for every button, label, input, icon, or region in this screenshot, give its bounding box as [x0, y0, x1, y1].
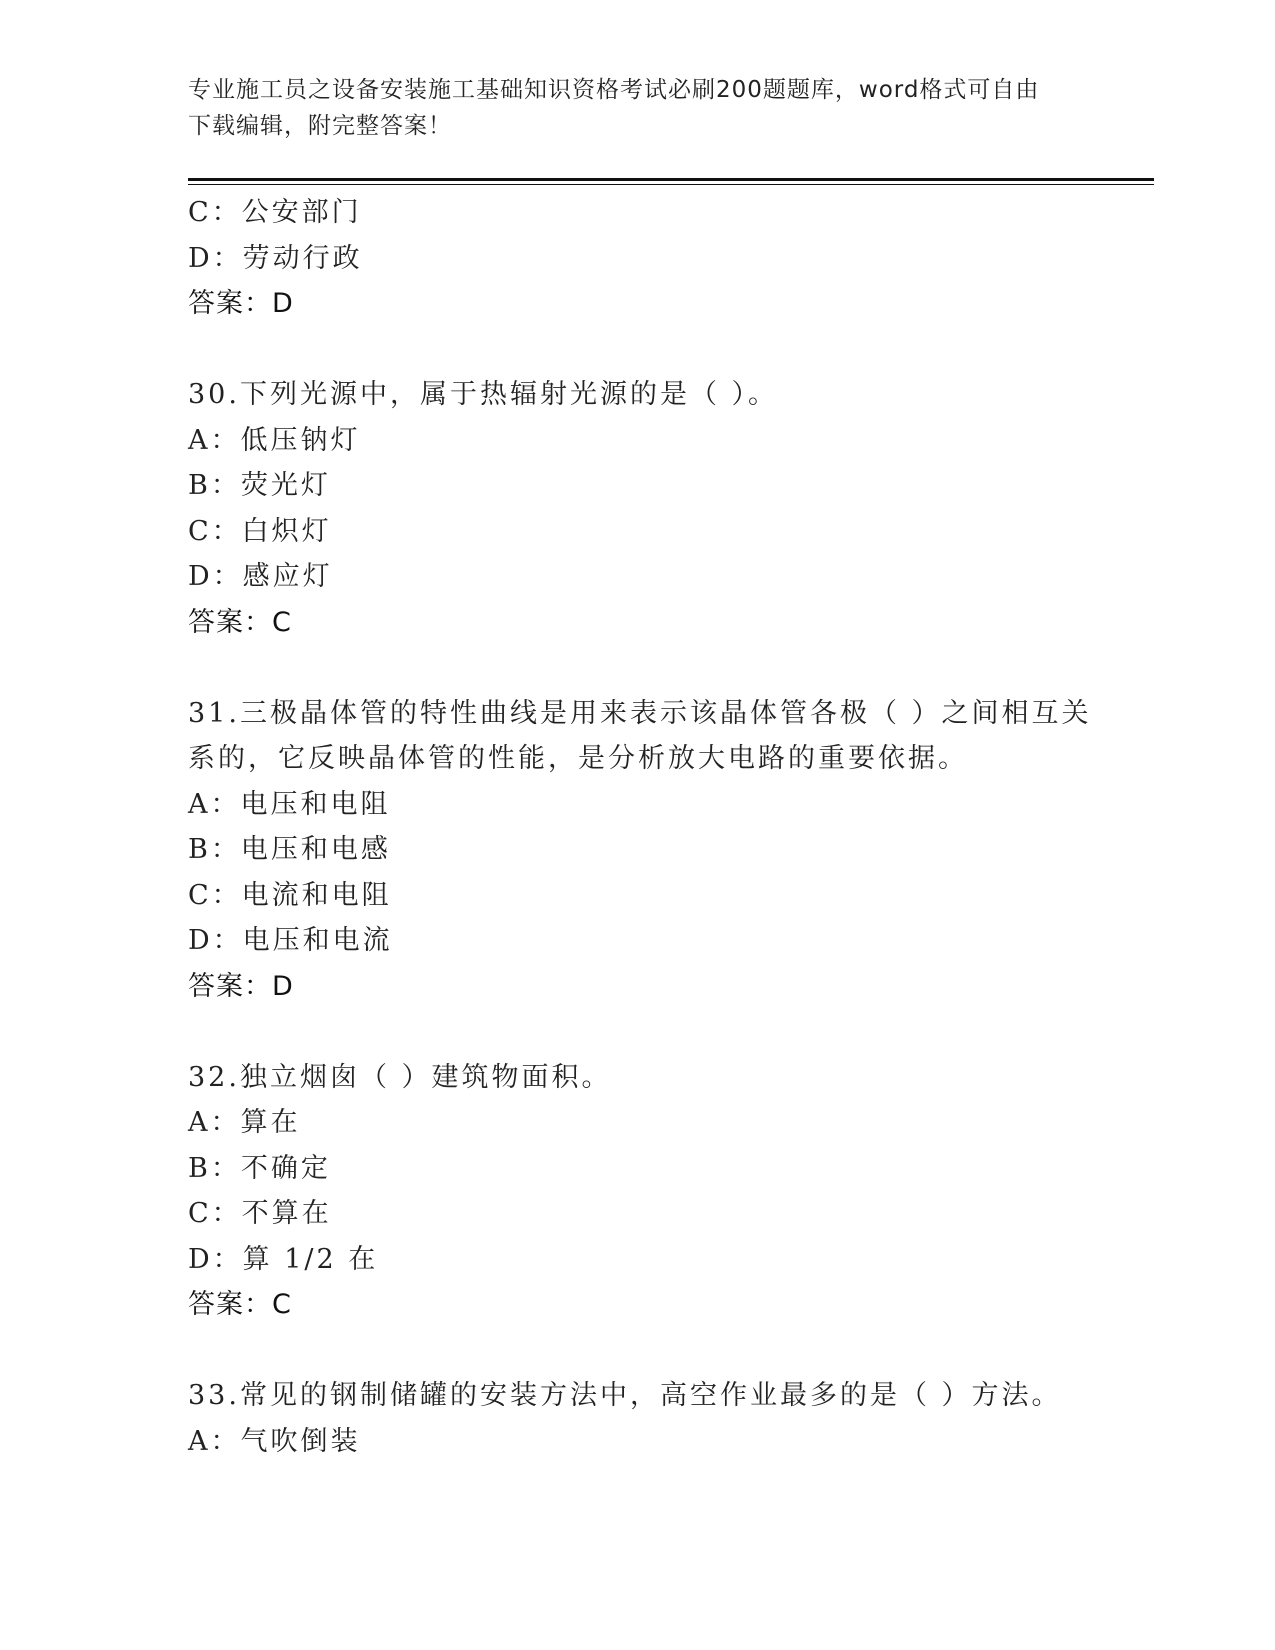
header-divider-thin: [188, 184, 1154, 185]
question-text-line-1: 31.三极晶体管的特性曲线是用来表示该晶体管各极（ ）之间相互关: [188, 697, 1092, 729]
option-d: D：算 1/2 在: [188, 1243, 379, 1275]
option-d: D：电压和电流: [188, 925, 393, 956]
spacer: [188, 1328, 1088, 1374]
answer-line: 答案：D: [188, 288, 294, 319]
question-block-31: [188, 691, 1092, 1010]
answer-line: 答案：C: [188, 606, 292, 638]
option-c: C：不算在: [188, 1198, 332, 1229]
option-a: A：气吹倒装: [188, 1425, 361, 1457]
option-c: C：公安部门: [188, 197, 362, 228]
question-text: 30.下列光源中，属于热辐射光源的是（ ）。: [188, 379, 779, 410]
question-text-line-2: 系的，它反映晶体管的性能，是分析放大电路的重要依据。: [188, 743, 968, 774]
question-block-29: [188, 190, 1088, 327]
answer-line: 答案：D: [188, 970, 294, 1002]
spacer: [188, 1009, 1088, 1055]
header-title-line-1: 专业施工员之设备安装施工基础知识资格考试必刷200题题库，word格式可自由: [188, 77, 1040, 103]
document-body: [188, 190, 1092, 1464]
header-title-line-2: 下载编辑，附完整答案！: [188, 113, 452, 139]
option-b: B：不确定: [188, 1152, 331, 1184]
answer-line: 答案：C: [188, 1289, 292, 1320]
option-c: C：电流和电阻: [188, 879, 392, 911]
question-text: 33.常见的钢制储罐的安装方法中，高空作业最多的是（ ）方法。: [188, 1380, 1062, 1411]
option-b: B：荧光灯: [188, 470, 331, 501]
option-d: D：感应灯: [188, 561, 333, 592]
question-block-30: [188, 372, 1088, 645]
option-a: A：电压和电阻: [188, 788, 391, 820]
option-a: A：算在: [188, 1107, 301, 1138]
option-c: C：白炽灯: [188, 515, 332, 547]
option-d: D：劳动行政: [188, 242, 363, 274]
question-block-32: [188, 1055, 1088, 1328]
document-header: [188, 72, 1068, 144]
question-text: 32.独立烟囱（ ）建筑物面积。: [188, 1061, 612, 1093]
option-b: B：电压和电感: [188, 834, 391, 865]
option-a: A：低压钠灯: [188, 424, 361, 456]
header-divider-thick: [188, 178, 1154, 181]
spacer: [188, 645, 1088, 691]
question-block-33: [188, 1373, 1088, 1464]
spacer: [188, 327, 1088, 373]
